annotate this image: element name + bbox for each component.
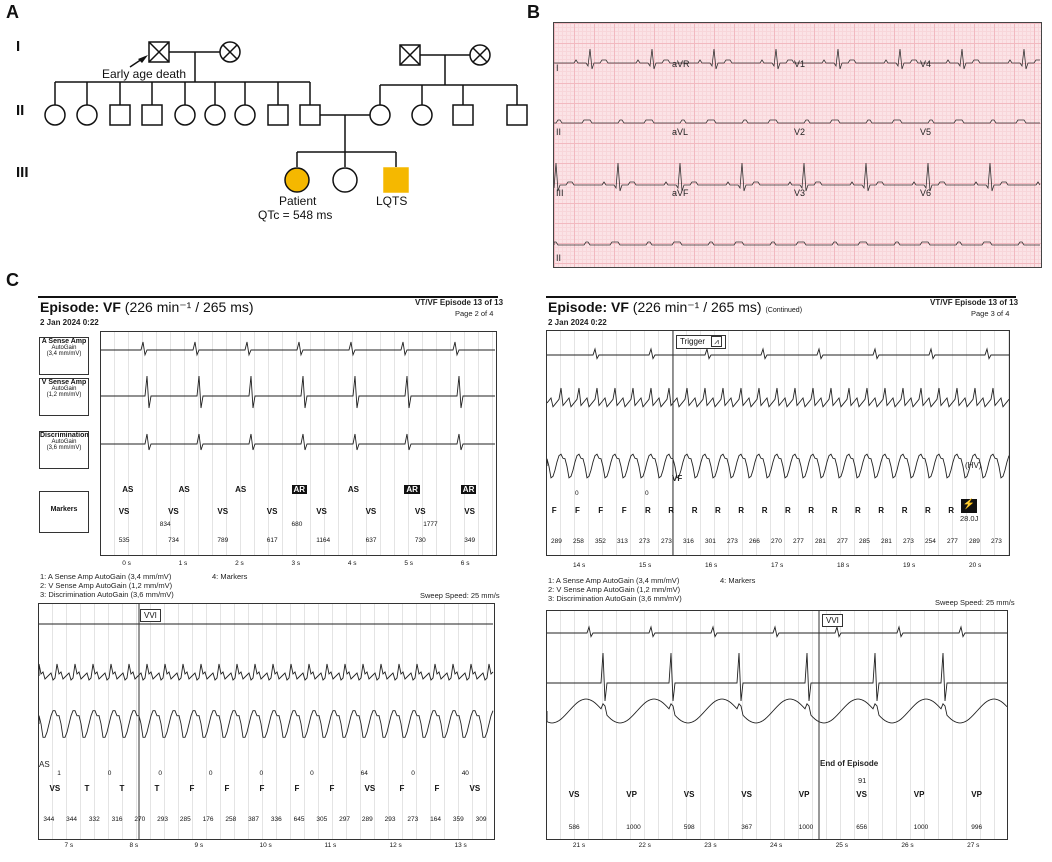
interval-value: 1000 xyxy=(626,824,641,831)
atrial-marker: AS xyxy=(122,485,134,494)
interval-value: 277 xyxy=(793,538,804,545)
interval-value: 277 xyxy=(837,538,848,545)
time-tick: 23 s xyxy=(704,842,717,849)
interval-value: 359 xyxy=(452,816,464,823)
time-tick: 14 s xyxy=(573,562,586,569)
a-sense-trace xyxy=(547,627,1007,637)
vvi-tag: VVI xyxy=(822,614,843,627)
interval-value: 656 xyxy=(856,824,868,831)
lead-label: aVF xyxy=(672,188,689,198)
interval-value: 637 xyxy=(365,537,377,544)
legend-line: 2: V Sense Amp AutoGain (1,2 mm/mV) xyxy=(40,581,173,590)
interval-value: 309 xyxy=(475,816,487,823)
channel-scale: (3,4 mm/mV) xyxy=(46,351,82,357)
legend-line: 4: Markers xyxy=(212,572,248,581)
panel-c-letter: C xyxy=(6,270,19,290)
channel-name: A Sense Amp xyxy=(41,338,87,345)
episode-title-main: Episode: VF xyxy=(548,299,629,315)
lead-label: III xyxy=(556,188,564,198)
legend-line: 1: A Sense Amp AutoGain (3,4 mm/mV) xyxy=(548,576,680,585)
legend-line: 1: A Sense Amp AutoGain (3,4 mm/mV) xyxy=(40,572,172,581)
ecg-trace xyxy=(554,242,1040,245)
ventricular-marker: R xyxy=(878,506,885,515)
v-sense-trace xyxy=(547,653,1007,701)
lead-label: II xyxy=(556,127,562,137)
time-tick: 25 s xyxy=(835,842,848,849)
interval-value: 332 xyxy=(88,816,100,823)
lqts-label: LQTS xyxy=(376,194,408,208)
atrial-marker: AR xyxy=(293,485,306,494)
interval-value: 1777 xyxy=(423,521,438,528)
interval-value: 281 xyxy=(881,538,892,545)
trigger-tag xyxy=(676,335,726,349)
time-tick: 12 s xyxy=(389,842,402,849)
interval-value: 258 xyxy=(225,816,237,823)
time-tick: 9 s xyxy=(194,842,204,849)
pedigree-lqts-brother xyxy=(384,168,408,192)
interval-value: 301 xyxy=(705,538,716,545)
interval-value: 996 xyxy=(971,824,983,831)
marker-number: 0 xyxy=(575,490,579,497)
lead-label: V3 xyxy=(794,188,806,198)
ventricular-marker: T xyxy=(84,784,90,793)
time-tick: 18 s xyxy=(837,562,850,569)
arrow-icon xyxy=(138,55,148,63)
lead-label: V5 xyxy=(920,127,932,137)
ecg-trace xyxy=(554,163,1040,191)
channel-scale: (1,2 mm/mV) xyxy=(46,392,82,398)
interval-value: 273 xyxy=(639,538,650,545)
time-tick: 13 s xyxy=(454,842,467,849)
end-of-episode: End of Episode xyxy=(820,759,879,768)
ventricular-marker: F xyxy=(259,784,265,793)
interval-value: 316 xyxy=(111,816,123,823)
ventricular-marker: VS xyxy=(464,507,475,516)
lead-label: V1 xyxy=(794,59,806,69)
interval-value: 293 xyxy=(384,816,396,823)
ventricular-marker: VS xyxy=(414,507,426,516)
ventricular-marker: T xyxy=(154,784,160,793)
channel-gain: AutoGain xyxy=(51,439,77,445)
ventricular-marker: R xyxy=(855,506,861,515)
trigger-icon: ⩘ xyxy=(711,336,722,347)
marker-number: 1 xyxy=(57,770,61,777)
interval-value: 367 xyxy=(741,824,753,831)
egm-traces xyxy=(547,331,1009,555)
channel-gain: AutoGain xyxy=(51,386,77,392)
channel-scale: (3,6 mm/mV) xyxy=(46,445,82,451)
atrial-marker: AS xyxy=(347,485,360,494)
channel-name: Markers xyxy=(50,506,78,513)
v-sense-trace xyxy=(39,664,493,680)
shock-energy: 28.0J xyxy=(960,514,979,523)
channel-name: V Sense Amp xyxy=(41,379,87,386)
episode-continued: (Continued) xyxy=(765,307,803,314)
interval-value: 277 xyxy=(947,538,958,545)
ventricular-marker: R xyxy=(761,506,768,515)
ventricular-marker: F xyxy=(551,506,557,515)
atrial-marker: AS xyxy=(178,485,190,494)
time-tick: 16 s xyxy=(705,562,718,569)
shock-icon: ⚡ xyxy=(961,499,977,513)
atrial-marker: AR xyxy=(406,485,418,494)
ventricular-marker: F xyxy=(294,784,300,793)
time-tick: 4 s xyxy=(347,560,357,567)
lead-label: V2 xyxy=(794,127,806,137)
interval-value: 352 xyxy=(595,538,606,545)
interval-value: 344 xyxy=(66,816,77,823)
interval-value: 176 xyxy=(202,816,214,823)
ventricular-marker: VS xyxy=(266,507,278,516)
ventricular-marker: F xyxy=(575,506,580,515)
legend-line: 2: V Sense Amp AutoGain (1,2 mm/mV) xyxy=(548,585,681,594)
channel-box-v xyxy=(39,378,89,416)
end-number: 91 xyxy=(858,776,867,785)
marker-number: 40 xyxy=(461,770,469,777)
ventricular-marker: VS xyxy=(568,790,580,799)
interval-value: 336 xyxy=(270,816,282,823)
discrimination-trace xyxy=(101,434,495,450)
time-tick: 24 s xyxy=(770,842,783,849)
ventricular-marker: VS xyxy=(469,784,481,793)
lead-label: I xyxy=(556,63,559,73)
ventricular-marker: VS xyxy=(118,507,130,516)
marker-number: 0 xyxy=(259,770,264,777)
ventricular-marker: VS xyxy=(316,507,327,516)
ventricular-marker: VP xyxy=(798,790,810,799)
interval-value: 387 xyxy=(248,816,259,823)
interval-value: 313 xyxy=(617,538,628,545)
interval-value: 270 xyxy=(771,538,782,545)
a-sense-trace xyxy=(547,349,1009,359)
ventricular-marker: VS xyxy=(168,507,179,516)
generation-label-1: I xyxy=(16,38,21,55)
time-tick: 15 s xyxy=(639,562,652,569)
sweep-speed: Sweep Speed: 25 mm/s xyxy=(935,598,1015,607)
interval-value: 789 xyxy=(217,537,229,544)
ventricular-marker: R xyxy=(691,506,698,515)
interval-value: 734 xyxy=(168,537,179,544)
pedigree-chart xyxy=(30,30,540,210)
episode-title xyxy=(40,299,254,316)
interval-value: 349 xyxy=(464,537,476,544)
interval-value: 164 xyxy=(430,816,441,823)
episode-count: VT/VF Episode 13 of 13 xyxy=(930,298,1019,307)
lead-label: V6 xyxy=(920,188,932,198)
ventricular-marker: T xyxy=(119,784,125,793)
sweep-speed: Sweep Speed: 25 mm/s xyxy=(420,591,500,600)
egm-strip-right-bottom xyxy=(546,610,1008,840)
early-death-label: Early age death xyxy=(102,67,187,81)
interval-value: 289 xyxy=(361,816,373,823)
ventricular-marker: VS xyxy=(364,784,376,793)
episode-date: 2 Jan 2024 0:22 xyxy=(548,318,607,327)
interval-value: 305 xyxy=(316,816,328,823)
ventricular-marker: F xyxy=(621,506,627,515)
interval-value: 680 xyxy=(291,521,303,528)
ventricular-marker: F xyxy=(224,784,230,793)
interval-value: 285 xyxy=(179,816,191,823)
generation-label-3: III xyxy=(16,164,29,181)
egm-traces xyxy=(547,611,1007,839)
interval-value: 273 xyxy=(991,538,1002,545)
ventricular-marker: R xyxy=(668,506,675,515)
interval-value: 266 xyxy=(749,538,760,545)
v-sense-trace xyxy=(101,376,495,408)
discrimination-trace xyxy=(547,699,1007,723)
episode-count: VT/VF Episode 13 of 13 xyxy=(415,298,504,307)
interval-value: 273 xyxy=(727,538,738,545)
interval-value: 273 xyxy=(903,538,914,545)
hv-label: (HV) xyxy=(965,461,982,470)
generation-label-2: II xyxy=(16,102,25,119)
discrimination-trace xyxy=(39,711,493,738)
time-tick: 11 s xyxy=(324,842,337,849)
ventricular-marker: VS xyxy=(365,507,377,516)
vvi-tag: VVI xyxy=(140,609,161,622)
time-tick: 20 s xyxy=(969,562,982,569)
qtc-label: QTc = 548 ms xyxy=(258,208,333,222)
time-tick: 17 s xyxy=(771,562,784,569)
ventricular-marker: R xyxy=(645,506,651,515)
interval-value: 316 xyxy=(683,538,694,545)
interval-value: 281 xyxy=(815,538,826,545)
channel-box-disc xyxy=(39,431,89,469)
ventricular-marker: R xyxy=(925,506,931,515)
atrial-marker: AS xyxy=(235,485,247,494)
lead-label: V4 xyxy=(920,59,932,69)
time-tick: 0 s xyxy=(122,560,131,567)
time-tick: 1 s xyxy=(178,560,188,567)
interval-value: 270 xyxy=(134,816,146,823)
atrial-marker: AR xyxy=(462,485,475,494)
legend-line: 3: Discrimination AutoGain (3,6 mm/mV) xyxy=(40,590,174,599)
ventricular-marker: VS xyxy=(49,784,61,793)
interval-value: 258 xyxy=(573,538,584,545)
time-tick: 26 s xyxy=(901,842,914,849)
marker-number: 0 xyxy=(158,770,163,777)
interval-value: 285 xyxy=(859,538,870,545)
ecg-12-lead xyxy=(553,22,1042,268)
a-sense-trace xyxy=(101,342,495,355)
channel-box-markers xyxy=(39,491,89,533)
time-tick: 6 s xyxy=(460,560,470,567)
ventricular-marker: F xyxy=(434,784,440,793)
ventricular-marker: VS xyxy=(217,507,229,516)
interval-value: 645 xyxy=(293,816,305,823)
panel-a-letter: A xyxy=(6,2,19,22)
ventricular-marker: VS xyxy=(741,790,752,799)
episode-title xyxy=(548,299,802,316)
lead-label: aVL xyxy=(672,127,689,137)
episode-title-rate: (226 min⁻¹ / 265 ms) xyxy=(632,299,762,315)
time-tick: 8 s xyxy=(129,842,139,849)
legend-line: 3: Discrimination AutoGain (3,6 mm/mV) xyxy=(548,594,682,603)
lead-label: II xyxy=(556,253,562,263)
interval-value: 730 xyxy=(414,537,426,544)
egm-traces xyxy=(39,604,494,839)
channel-name: Discrimination xyxy=(40,432,89,439)
time-tick: 21 s xyxy=(572,842,586,849)
patient-label: Patient xyxy=(279,194,317,208)
ventricular-marker: VP xyxy=(626,790,637,799)
egm-strip-right-top xyxy=(546,330,1010,556)
page-indicator: Page 3 of 4 xyxy=(971,309,1010,318)
legend-line: 4: Markers xyxy=(720,576,756,585)
interval-value: 297 xyxy=(339,816,350,823)
ecg-trace xyxy=(554,120,1040,123)
interval-value: 586 xyxy=(568,824,580,831)
episode-title-rate: (226 min⁻¹ / 265 ms) xyxy=(124,299,254,315)
ventricular-marker: VP xyxy=(913,790,925,799)
time-tick: 19 s xyxy=(903,562,916,569)
ventricular-marker: R xyxy=(785,506,791,515)
interval-value: 834 xyxy=(159,521,171,528)
egm-strip-left-bottom xyxy=(38,603,495,840)
interval-value: 289 xyxy=(551,538,562,545)
marker-number: 0 xyxy=(645,490,649,497)
interval-value: 617 xyxy=(266,537,278,544)
marker-number: 0 xyxy=(208,770,213,777)
episode-title-main: Episode: VF xyxy=(40,299,121,315)
ventricular-marker: F xyxy=(189,784,195,793)
ventricular-marker: R xyxy=(715,506,721,515)
ventricular-marker: R xyxy=(831,506,838,515)
ventricular-marker: R xyxy=(738,506,745,515)
interval-value: 273 xyxy=(661,538,672,545)
time-tick: 22 s xyxy=(638,842,651,849)
ventricular-marker: F xyxy=(399,784,405,793)
lead-label: aVR xyxy=(672,59,690,69)
time-tick: 10 s xyxy=(259,842,272,849)
ventricular-marker: R xyxy=(948,506,955,515)
time-tick: 2 s xyxy=(235,560,244,567)
marker-number: 64 xyxy=(360,770,368,777)
v-sense-trace xyxy=(547,388,1009,407)
interval-value: 1164 xyxy=(316,537,331,544)
ventricular-marker: R xyxy=(808,506,815,515)
ventricular-marker: VS xyxy=(856,790,867,799)
interval-value: 254 xyxy=(925,538,936,545)
channel-gain: AutoGain xyxy=(51,345,77,351)
time-tick: 5 s xyxy=(404,560,414,567)
ventricular-marker: VS xyxy=(683,790,695,799)
ventricular-marker: VP xyxy=(971,790,982,799)
time-tick: 27 s xyxy=(967,842,980,849)
time-tick: 3 s xyxy=(291,560,301,567)
pedigree-patient xyxy=(285,168,309,192)
discrimination-trace xyxy=(547,454,1009,478)
interval-value: 344 xyxy=(43,816,55,823)
interval-value: 598 xyxy=(683,824,695,831)
interval-value: 293 xyxy=(157,816,168,823)
ventricular-marker: F xyxy=(598,506,604,515)
trigger-label: Trigger xyxy=(680,337,706,346)
interval-value: 1000 xyxy=(913,824,929,831)
interval-value: 1000 xyxy=(798,824,814,831)
panel-b-letter: B xyxy=(527,2,540,22)
interval-value: 289 xyxy=(969,538,980,545)
as-label: AS xyxy=(39,760,50,769)
interval-value: 273 xyxy=(407,816,419,823)
channel-box-a xyxy=(39,337,89,375)
page-indicator: Page 2 of 4 xyxy=(455,309,494,318)
marker-number: 0 xyxy=(411,770,415,777)
interval-value: 535 xyxy=(118,537,130,544)
ventricular-marker: R xyxy=(901,506,908,515)
ventricular-marker: F xyxy=(329,784,335,793)
vf-label: VF xyxy=(672,474,683,483)
episode-date: 2 Jan 2024 0:22 xyxy=(40,318,99,327)
marker-number: 0 xyxy=(107,770,112,777)
time-tick: 7 s xyxy=(64,842,74,849)
marker-number: 0 xyxy=(310,770,314,777)
